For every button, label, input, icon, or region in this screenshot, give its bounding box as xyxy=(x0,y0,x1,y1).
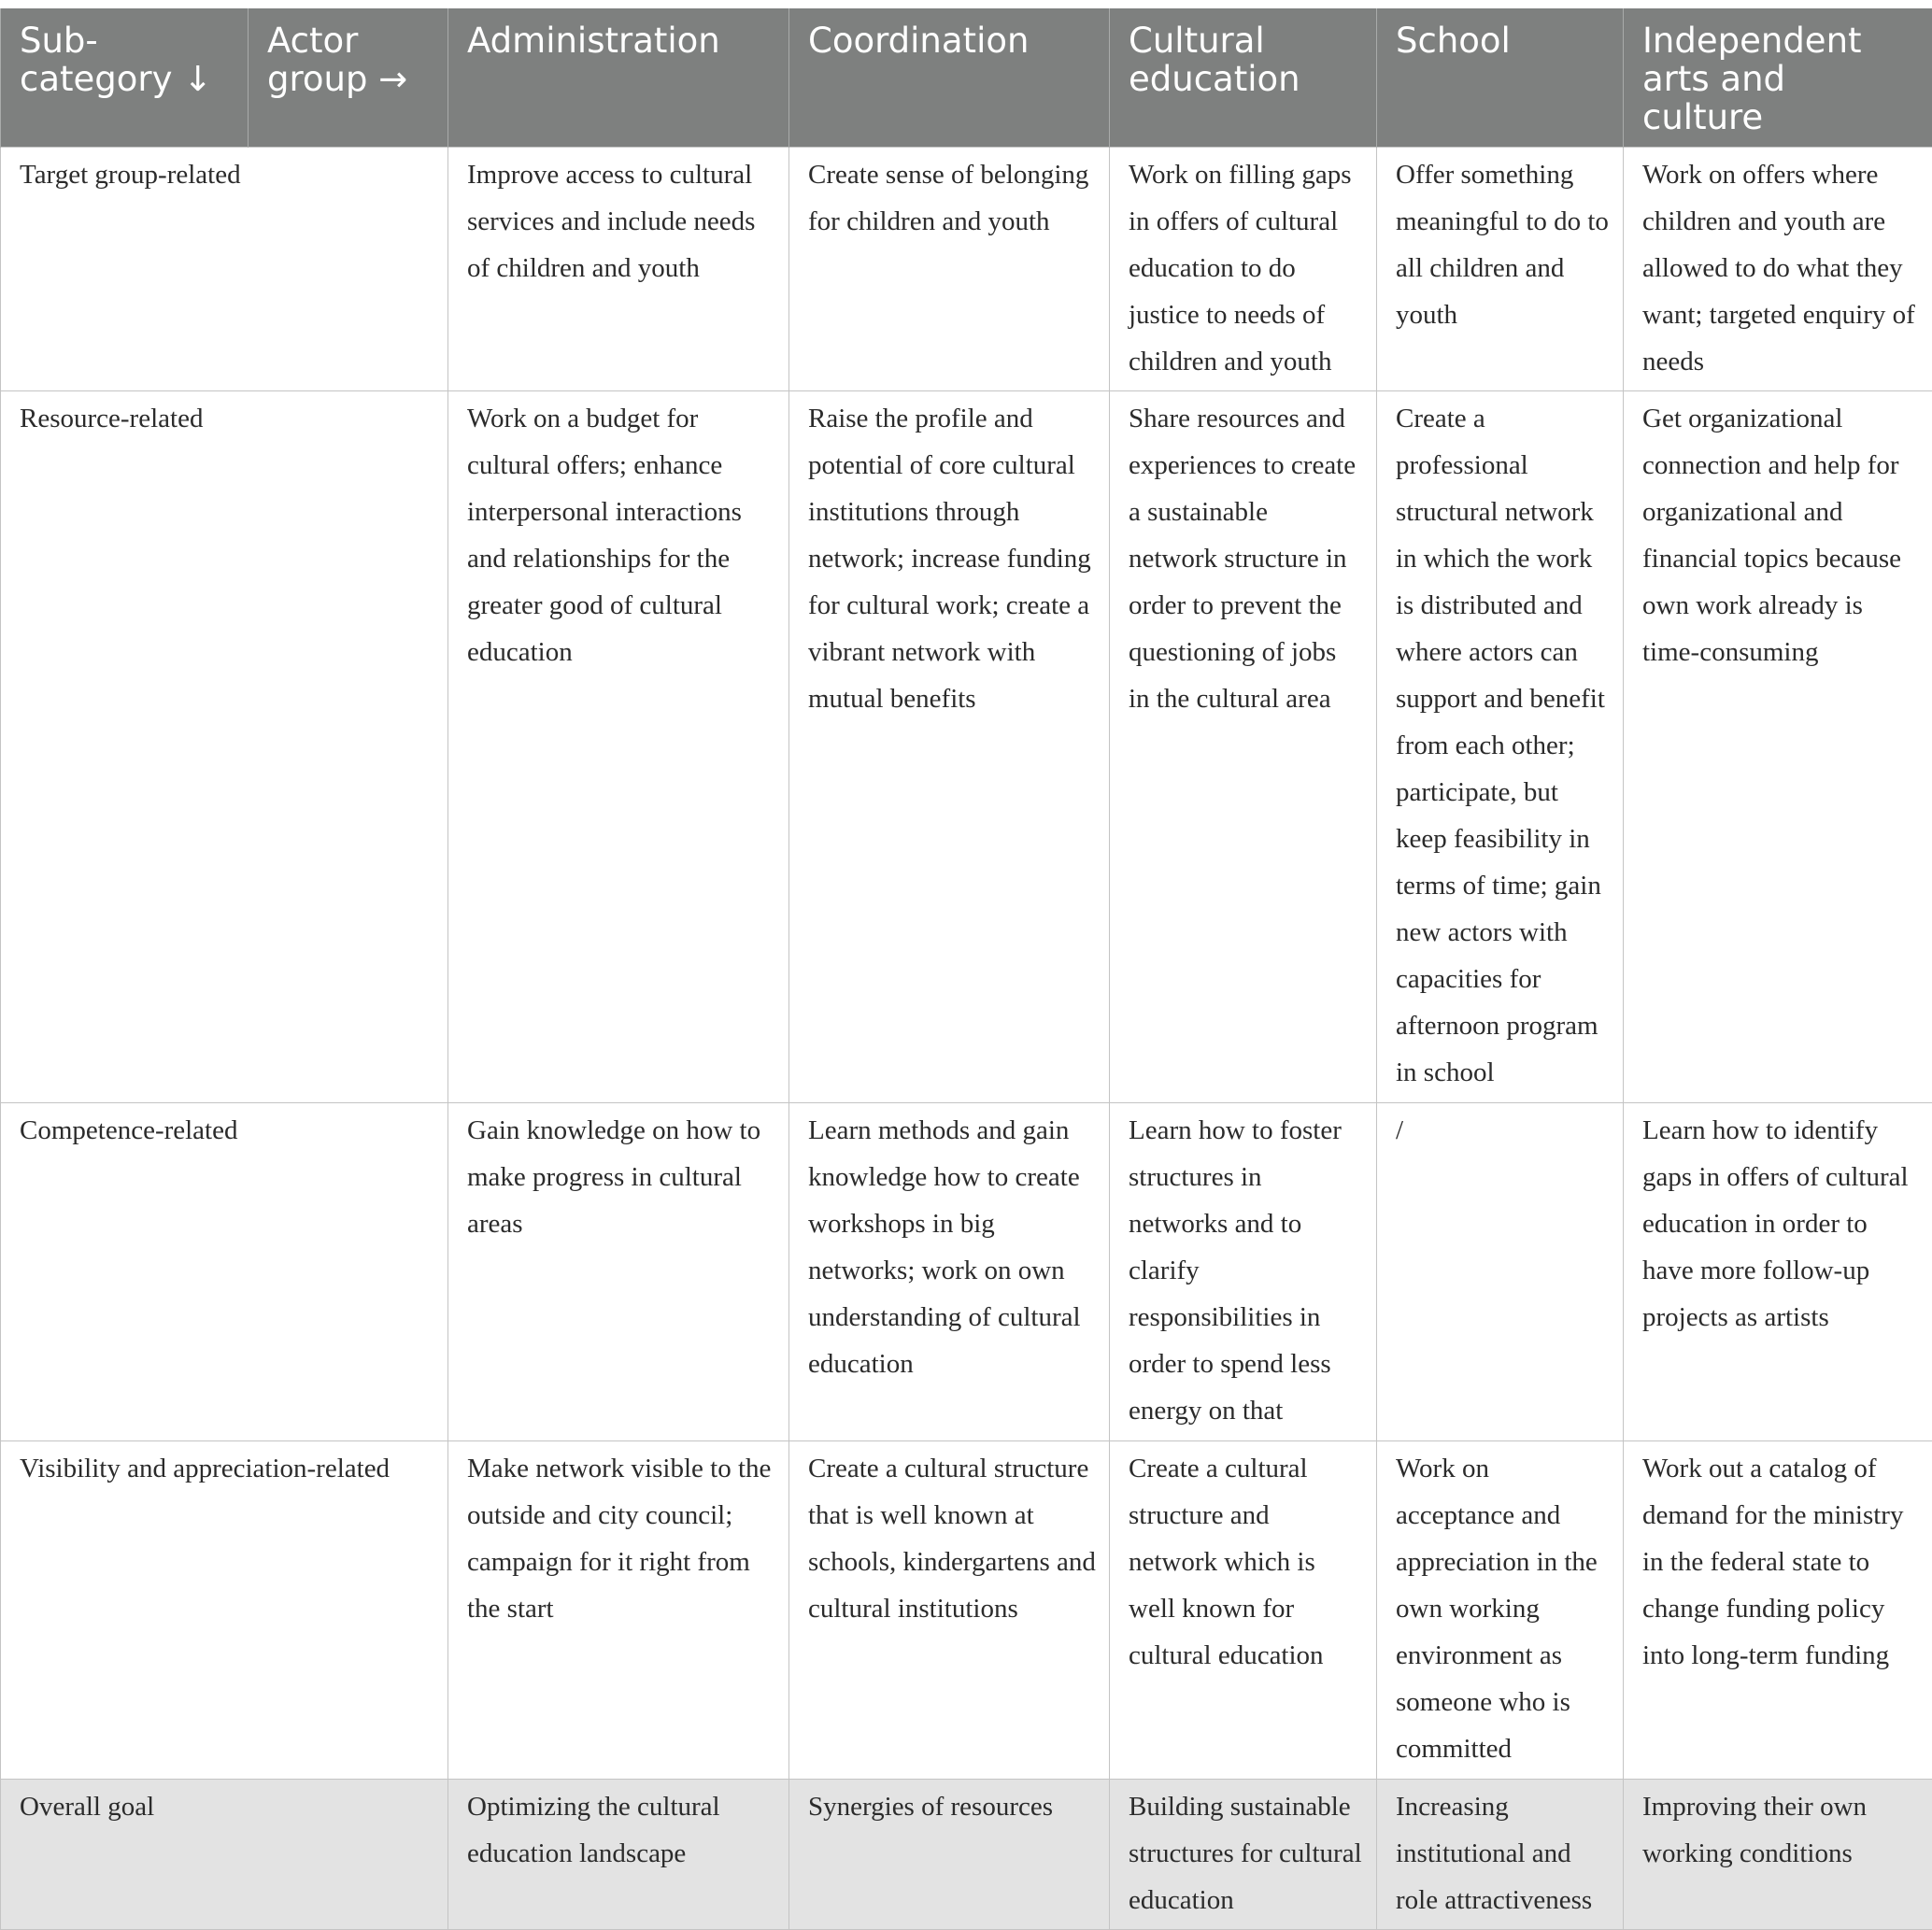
table-cell xyxy=(1624,1441,1932,1780)
table-cell xyxy=(1624,148,1932,391)
header-actor-group-label: Actor group → xyxy=(267,21,429,98)
cell-text: Create a cultural structure and network which is well known for cultural education xyxy=(1129,1445,1363,1679)
header-subcategory-label: Sub- category ↓ xyxy=(20,21,229,98)
row-label-cell xyxy=(1,1103,448,1441)
row-label: Resource-related xyxy=(20,395,434,442)
cell-text: Offer something meaningful to do to all children and youth xyxy=(1396,151,1610,338)
table-cell xyxy=(1377,1441,1624,1780)
table-cell xyxy=(1377,391,1624,1103)
table-cell xyxy=(1624,1103,1932,1441)
cell-text: / xyxy=(1396,1107,1610,1154)
table-cell xyxy=(789,1780,1110,1930)
table-cell xyxy=(789,148,1110,391)
table-cell xyxy=(448,1780,789,1930)
header-school xyxy=(1377,8,1624,148)
table-cell xyxy=(1110,1441,1377,1780)
table-cell xyxy=(448,1441,789,1780)
cell-text: Work on acceptance and appreciation in the own working environment as someone who is committed xyxy=(1396,1445,1610,1772)
row-label-cell xyxy=(1,1780,448,1930)
goals-table xyxy=(0,8,1932,1930)
table-cell xyxy=(448,391,789,1103)
row-label-cell xyxy=(1,391,448,1103)
cell-text: Synergies of resources xyxy=(808,1783,1096,1830)
table-cell xyxy=(448,148,789,391)
cell-text: Make network visible to the outside and city council; campaign for it right from the start xyxy=(467,1445,775,1632)
cell-text: Learn how to identify gaps in offers of cultural education in order to have more follow-up projects as artists xyxy=(1642,1107,1919,1341)
table-cell xyxy=(1377,1103,1624,1441)
table-row xyxy=(1,391,1932,1103)
row-label-cell xyxy=(1,148,448,391)
cell-text: Create sense of belonging for children and youth xyxy=(808,151,1096,245)
header-cultural-education-label: Cultural education xyxy=(1129,21,1357,98)
table-cell xyxy=(1624,1780,1932,1930)
table-cell xyxy=(789,1441,1110,1780)
cell-text: Learn how to foster structures in networks and to clarify responsibilities in order to spend less energy on that xyxy=(1129,1107,1363,1434)
cell-text: Create a professional structural network in which the work is distributed and where actors can support and benefit from each other; participate, but keep feasibility in terms of time; gain new actors with capacities for afternoon program in school xyxy=(1396,395,1610,1096)
table-cell xyxy=(1110,391,1377,1103)
cell-text: Building sustainable structures for cultural education xyxy=(1129,1783,1363,1923)
row-label: Overall goal xyxy=(20,1783,434,1830)
cell-text: Work on offers where children and youth are allowed to do what they want; targeted enquiry of needs xyxy=(1642,151,1919,385)
cell-text: Work on filling gaps in offers of cultural education to do justice to needs of children and youth xyxy=(1129,151,1363,385)
header-row xyxy=(1,8,1932,148)
table-cell xyxy=(1377,1780,1624,1930)
table-row xyxy=(1,1103,1932,1441)
table-cell xyxy=(1110,148,1377,391)
header-independent-arts-label: Independent arts and culture xyxy=(1642,21,1913,136)
table-row xyxy=(1,148,1932,391)
cell-text: Gain knowledge on how to make progress in cultural areas xyxy=(467,1107,775,1247)
cell-text: Increasing institutional and role attractiveness xyxy=(1396,1783,1610,1923)
header-actor-group xyxy=(249,8,448,148)
cell-text: Improving their own working conditions xyxy=(1642,1783,1919,1877)
header-independent-arts xyxy=(1624,8,1932,148)
cell-text: Raise the profile and potential of core cultural institutions through network; increase funding for cultural work; create a vibrant network with mutual benefits xyxy=(808,395,1096,722)
row-label-cell xyxy=(1,1441,448,1780)
cell-text: Create a cultural structure that is well known at schools, kindergartens and cultural institutions xyxy=(808,1445,1096,1632)
header-administration-label: Administration xyxy=(467,21,770,60)
table-cell xyxy=(1110,1103,1377,1441)
table-cell xyxy=(448,1103,789,1441)
row-label: Visibility and appreciation-related xyxy=(20,1445,434,1492)
table-cell xyxy=(1110,1780,1377,1930)
cell-text: Get organizational connection and help for organizational and financial topics because own work already is time-consuming xyxy=(1642,395,1919,675)
table-cell xyxy=(1624,391,1932,1103)
header-cultural-education xyxy=(1110,8,1377,148)
table-cell xyxy=(789,1103,1110,1441)
header-school-label: School xyxy=(1396,21,1604,60)
cell-text: Share resources and experiences to create a sustainable network structure in order to prevent the questioning of jobs in the cultural area xyxy=(1129,395,1363,722)
header-subcategory xyxy=(1,8,249,148)
header-administration xyxy=(448,8,789,148)
cell-text: Learn methods and gain knowledge how to create workshops in big networks; work on own understanding of cultural education xyxy=(808,1107,1096,1387)
cell-text: Improve access to cultural services and include needs of children and youth xyxy=(467,151,775,291)
header-coordination xyxy=(789,8,1110,148)
table-row xyxy=(1,1441,1932,1780)
overall-goal-row xyxy=(1,1780,1932,1930)
cell-text: Optimizing the cultural education landscape xyxy=(467,1783,775,1877)
cell-text: Work out a catalog of demand for the ministry in the federal state to change funding policy into long-term funding xyxy=(1642,1445,1919,1679)
table-cell xyxy=(1377,148,1624,391)
header-coordination-label: Coordination xyxy=(808,21,1090,60)
table-cell xyxy=(789,391,1110,1103)
row-label: Competence-related xyxy=(20,1107,434,1154)
row-label: Target group-related xyxy=(20,151,434,198)
cell-text: Work on a budget for cultural offers; enhance interpersonal interactions and relationships for the greater good of cultural education xyxy=(467,395,775,675)
